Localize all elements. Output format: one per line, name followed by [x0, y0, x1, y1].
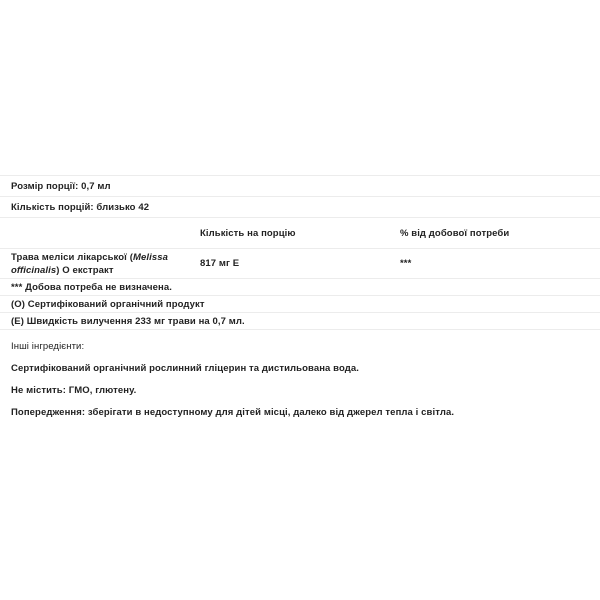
ingredient-name-prefix: Трава меліси лікарської ( — [11, 251, 133, 263]
table-row-servings-per-container — [0, 197, 600, 218]
ingredient-daily-value-cell: *** — [399, 258, 412, 269]
ingredient-latin-name: Melissa officinalis — [11, 251, 168, 276]
column-header-amount-per-serving: Кількість на порцію — [199, 227, 296, 239]
supplement-facts-table — [0, 175, 600, 330]
column-header-percent-daily-value: % від добової потреби — [399, 227, 510, 239]
free-from-statement: Не містить: ГМО, глютену. — [11, 385, 137, 396]
table-row-serving-size — [0, 176, 600, 197]
other-ingredients-value: Сертифікований органічний рослинний гліцерин та дистильована вода. — [11, 363, 360, 374]
footnote-extraction-rate: (E) Швидкість вилучення 233 мг трави на 0,7 мл. — [11, 315, 245, 327]
other-information-block — [0, 340, 600, 419]
ingredient-name-cell — [0, 249, 200, 279]
footnote-row-organic — [0, 296, 600, 313]
ingredient-name-suffix: ) O екстракт — [56, 264, 114, 276]
serving-size-label: Розмір порції: 0,7 мл — [11, 180, 111, 192]
ingredient-amount-cell: 817 мг E — [199, 258, 240, 269]
column-header-name — [0, 218, 200, 249]
servings-per-container-label: Кількість порцій: близько 42 — [11, 201, 150, 213]
footnote-row-extraction-rate — [0, 313, 600, 330]
table-row — [0, 249, 600, 279]
table-header-row — [0, 218, 600, 249]
warning-statement: Попередження: зберігати в недоступному для дітей місці, далеко від джерел тепла і світла. — [11, 407, 455, 418]
other-ingredients-label: Інші інгредієнти: — [11, 341, 85, 352]
footnote-organic-certified: (O) Сертифікований органічний продукт — [11, 298, 205, 310]
footnote-row-daily-value — [0, 279, 600, 296]
footnote-daily-value-undetermined: *** Добова потреба не визначена. — [11, 281, 172, 293]
